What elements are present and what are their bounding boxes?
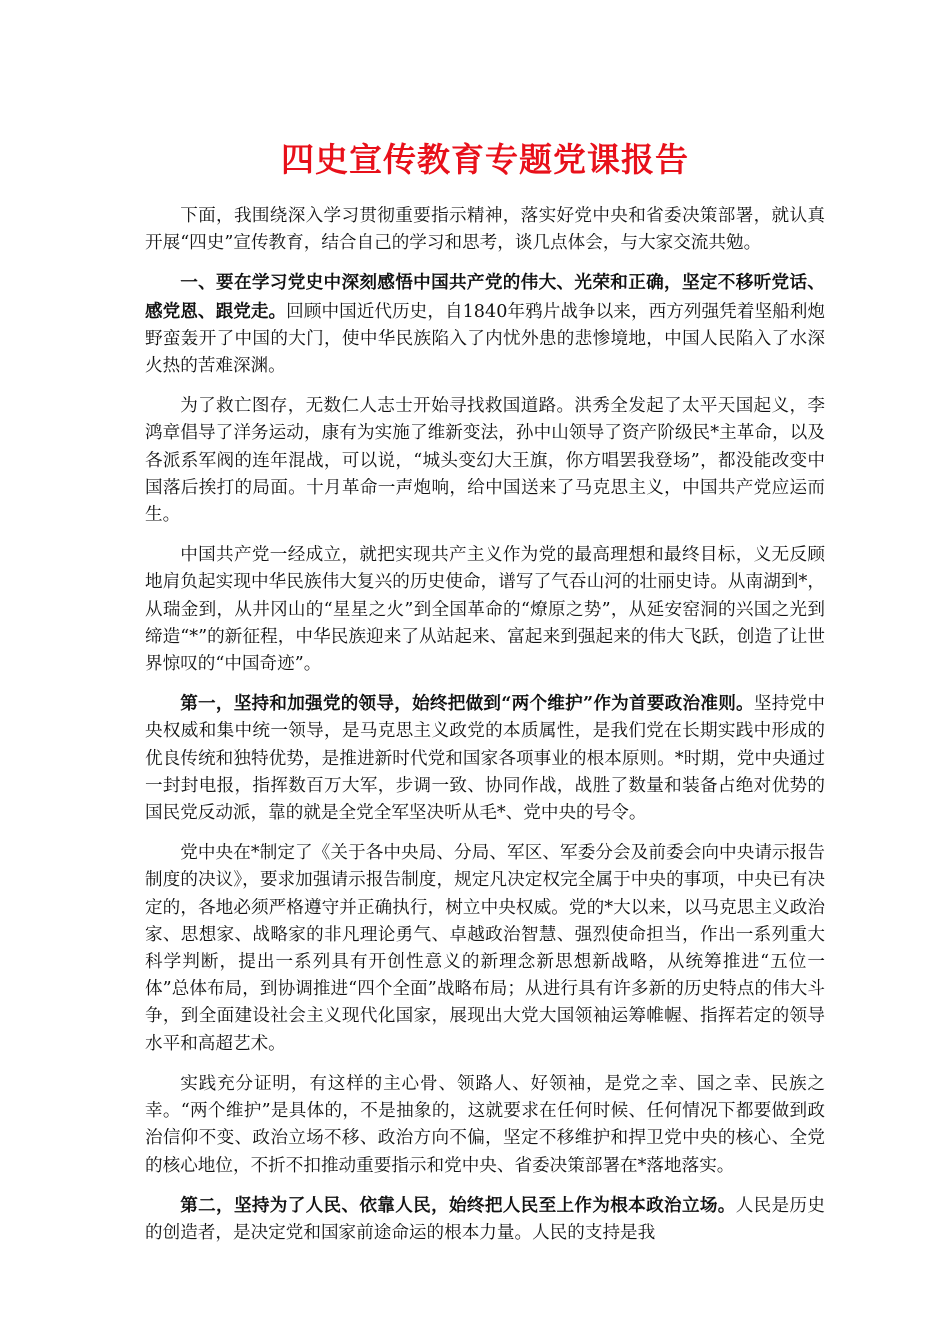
document-title: 四史宣传教育专题党课报告: [281, 140, 689, 179]
paragraph-point-first: [145, 690, 825, 827]
paragraph-text: 为了救亡图存，无数仁人志士开始寻找救国道路。洪秀全发起了太平天国起义，李鸿章倡导了洋务运动，康有为实施了维新变法，孙中山领导了资产阶级民*主革命，以及各派系军阀的连年混战，可以说，“城头变幻大王旗，你方唱罢我登场”，都没能改变中国落后挨打的局面。十月革命一声炮响，给中国送来了马克思主义，中国共产党应运而生。: [145, 396, 825, 526]
paragraph-salvation: [145, 392, 825, 529]
paragraph-text: 实践充分证明，有这样的主心骨、领路人、好领袖，是党之幸、国之幸、民族之幸。“两个维护”是具体的，不是抽象的，这就要求在任何时候、任何情况下都要做到政治信仰不变、政治立场不移、政治方向不偏，坚定不移维护和捍卫党中央的核心、全党的核心地位，不折不扣推动重要指示和党中央、省委决策部署在*落地落实。: [145, 1073, 825, 1176]
paragraph-text: 人民是历史的创造者，是决定党和国家前途命运的根本力量。人民的支持是我: [145, 1195, 825, 1243]
paragraph-reporting-system: [145, 839, 825, 1058]
paragraph-section-one: [145, 269, 825, 380]
document-page: [145, 138, 825, 1259]
paragraph-point-second: [145, 1192, 825, 1247]
paragraph-party-founding: [145, 541, 825, 678]
paragraph-text: 中国共产党一经成立，就把实现共产主义作为党的最高理想和最终目标，义无反顾地肩负起实现中华民族伟大复兴的历史使命，谱写了气吞山河的壮丽史诗。从南湖到*，从瑞金到，从井冈山的“星星之火”到全国革命的“燎原之势”，从延安窑洞的兴国之光到缔造“*”的新征程，中华民族迎来了从站起来、富起来到强起来的伟大飞跃，创造了让世界惊叹的“中国奇迹”。: [145, 545, 825, 675]
paragraph-lead: 一、要在学习党史中深刻感悟中国共产党的伟大、光荣和正确，坚定不移听党话、感党恩、跟党走。: [145, 272, 825, 322]
paragraph-lead: 第一，坚持和加强党的领导，始终把做到“两个维护”作为首要政治准则。: [180, 693, 754, 715]
paragraph-practice-proves: [145, 1070, 825, 1180]
paragraph-text: 回顾中国近代历史，自1840年鸦片战争以来，西方列强凭着坚船利炮野蛮轰开了中国的大门，使中华民族陷入了内忧外患的悲惨境地，中国人民陷入了水深火热的苦难深渊。: [145, 301, 825, 377]
paragraph-text: 党中央在*制定了《关于各中央局、分局、军区、军委分会及前委会向中央请示报告制度的决议》，要求加强请示报告制度，规定凡决定权完全属于中央的事项，中央已有决定的，各地必须严格遵守并正确执行，树立中央权威。党的*大以来，以马克思主义政治家、思想家、战略家的非凡理论勇气、卓越政治智慧、强烈使命担当，作出一系列重大科学判断，提出一系列具有开创性意义的新理念新思想新战略，从统筹推进“五位一体”总体布局，到协调推进“四个全面”战略布局；从进行具有许多新的历史特点的伟大斗争，到全面建设社会主义现代化国家，展现出大党大国领袖运筹帷幄、指挥若定的领导水平和高超艺术。: [145, 843, 825, 1054]
paragraph-text: 坚持党中央权威和集中统一领导，是马克思主义政党的本质属性，是我们党在长期实践中形成的优良传统和独特优势，是推进新时代党和国家各项事业的根本原则。*时期，党中央通过一封封电报，指挥数百万大军，步调一致、协同作战，战胜了数量和装备占绝对优势的国民党反动派，靠的就是全党全军坚决听从毛*、党中央的号令。: [145, 694, 825, 824]
paragraph-text: 下面，我围绕深入学习贯彻重要指示精神，落实好党中央和省委决策部署，就认真开展“四史”宣传教育，结合自己的学习和思考，谈几点体会，与大家交流共勉。: [145, 206, 825, 254]
paragraph-intro: [145, 202, 825, 257]
paragraph-lead: 第二，坚持为了人民、依靠人民，始终把人民至上作为根本政治立场。: [180, 1194, 736, 1216]
